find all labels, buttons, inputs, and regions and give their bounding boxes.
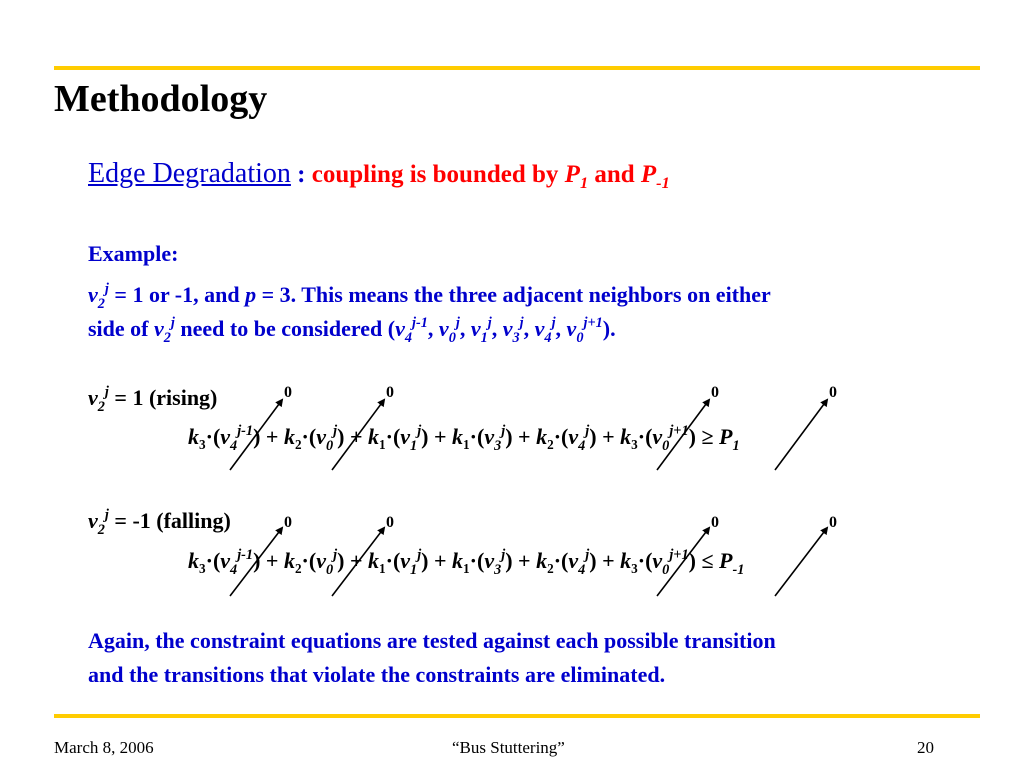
falling-zero-3: 0 bbox=[711, 514, 719, 531]
arrow-icon bbox=[332, 400, 384, 470]
subheading: Edge Degradation : coupling is bounded by $P_1$ and $P_{-1}$ bbox=[88, 158, 670, 192]
rising-zero-3: 0 bbox=[711, 384, 719, 401]
description-line-2: side of $v_2^j$ need to be considered ($v_4^{j-1}$, $v_0^j$, $v_1^j$, $v_3^j$, $v_4^j$, $v_0^{j+1}$). bbox=[88, 315, 616, 346]
subheading-colon: : bbox=[290, 161, 312, 188]
rising-zero-2: 0 bbox=[386, 384, 394, 401]
rising-label: $v_2^j = 1$ (rising) bbox=[88, 384, 218, 415]
footer-date: March 8, 2006 bbox=[54, 738, 154, 757]
slide-title: Methodology bbox=[54, 78, 268, 120]
arrow-icon bbox=[775, 400, 827, 470]
arrow-icon bbox=[230, 400, 282, 470]
rising-zero-4: 0 bbox=[829, 384, 837, 401]
edge-degradation-link[interactable]: Edge Degradation bbox=[88, 158, 291, 189]
rising-zero-1: 0 bbox=[284, 384, 292, 401]
falling-label: $v_2^j = -1$ (falling) bbox=[88, 507, 231, 538]
rising-relation: ≥ bbox=[701, 424, 714, 449]
conclusion-line-2: and the transitions that violate the constraints are eliminated. bbox=[88, 662, 666, 687]
arrow-icon bbox=[775, 528, 827, 596]
subheading-text: coupling is bounded by bbox=[311, 161, 565, 188]
rising-equation: $k_3\cdot(v_4^{j-1}) + k_2\cdot(v_0^j) + k_1\cdot(v_1^j) + k_1\cdot(v_3^j) + k_2\cdot(v_4^j) + k_3\cdot(v_0^{j+1}) \ge P_1$ bbox=[188, 423, 740, 454]
falling-zero-4: 0 bbox=[829, 514, 837, 531]
falling-relation: ≤ bbox=[701, 548, 714, 573]
arrow-icon bbox=[230, 528, 282, 596]
p1-symbol: P bbox=[564, 161, 580, 188]
falling-zero-1: 0 bbox=[284, 514, 292, 531]
arrow-icon bbox=[657, 528, 709, 596]
falling-equation: $k_3\cdot(v_4^{j-1}) + k_2\cdot(v_0^j) + k_1\cdot(v_1^j) + k_1\cdot(v_3^j) + k_2\cdot(v_4^j) + k_3\cdot(v_0^{j+1}) \le P_{-1}$ bbox=[188, 547, 745, 578]
footer-title: “Bus Stuttering” bbox=[452, 738, 565, 757]
example-label: Example: bbox=[88, 241, 179, 266]
bottom-rule bbox=[54, 714, 980, 718]
falling-zero-2: 0 bbox=[386, 514, 394, 531]
arrow-icon bbox=[657, 400, 709, 470]
page-number: 20 bbox=[917, 738, 934, 757]
conclusion-line-1: Again, the constraint equations are tested against each possible transition bbox=[88, 628, 776, 653]
description-line-1: $v_2^j = 1$ or -1, and p = 3. This means the three adjacent neighbors on either bbox=[88, 281, 771, 312]
arrow-icon bbox=[332, 528, 384, 596]
pm1-symbol: P bbox=[640, 161, 657, 188]
